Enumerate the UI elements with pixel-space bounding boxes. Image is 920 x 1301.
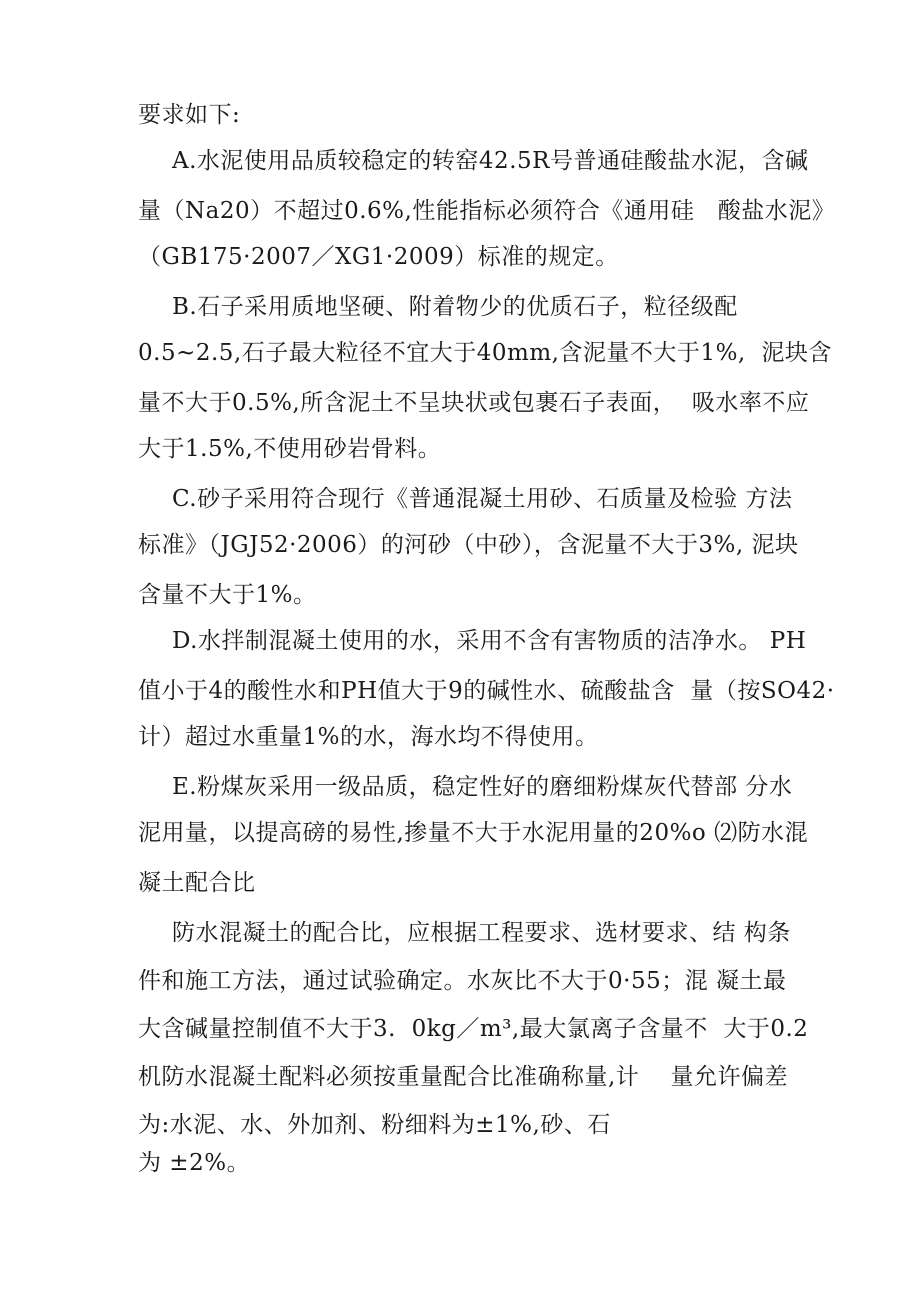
paragraph-a-line-1: A.水泥使用品质较稳定的转窑42.5R号普通硅酸盐水泥，含碱	[172, 148, 809, 174]
paragraph-a-line-3: （GB175·2007／XG1·2009）标准的规定。	[138, 244, 619, 270]
paragraph-b-line-1: B.石子采用质地坚硬、附着物少的优质石子，粒径级配	[172, 294, 738, 320]
mix-ratio-line-5: 为:水泥、水、外加剂、粉细料为±1%,砂、石	[138, 1112, 611, 1138]
paragraph-b-line-4: 大于1.5%,不使用砂岩骨料。	[138, 436, 442, 462]
paragraph-a-line-2: 量（Na20）不超过0.6%,性能指标必须符合《通用硅 酸盐水泥》	[138, 198, 836, 224]
mix-ratio-line-4: 机防水混凝土配料必须按重量配合比准确称量,计 量允许偏差	[138, 1064, 789, 1090]
mix-ratio-line-6: 为 ±2%。	[138, 1150, 251, 1176]
text-line-1: 要求如下:	[138, 102, 241, 128]
paragraph-e-line-2: 泥用量，以提高磅的易性,掺量不大于水泥用量的20%o ⑵防水混	[138, 820, 809, 846]
mix-ratio-line-2: 件和施工方法，通过试验确定。水灰比不大于0·55；混 凝土最	[138, 968, 787, 994]
mix-ratio-line-1: 防水混凝土的配合比，应根据工程要求、选材要求、结 构条	[172, 920, 791, 946]
paragraph-c-line-1: C.砂子采用符合现行《普通混凝土用砂、石质量及检验 方法	[172, 486, 793, 512]
paragraph-e-line-1: E.粉煤灰采用一级品质，稳定性好的磨细粉煤灰代替部 分水	[172, 774, 793, 800]
paragraph-b-line-2: 0.5~2.5,石子最大粒径不宜大于40mm,含泥量不大于1%, 泥块含	[138, 340, 832, 366]
mix-ratio-line-3: 大含碱量控制值不大于3. 0kg／m³,最大氯离子含量不 大于0.2	[138, 1016, 809, 1042]
paragraph-d-line-2: 值小于4的酸性水和PH值大于9的碱性水、硫酸盐含 量（按SO42·	[138, 678, 835, 704]
paragraph-b-line-3: 量不大于0.5%,所含泥土不呈块状或包裹石子表面， 吸水率不应	[138, 390, 810, 416]
paragraph-d-line-3: 计）超过水重量1%的水，海水均不得使用。	[138, 724, 599, 750]
paragraph-d-line-1: D.水拌制混凝土使用的水，采用不含有害物质的洁净水。 PH	[172, 628, 807, 654]
paragraph-c-line-2: 标准》（JGJ52·2006）的河砂（中砂），含泥量不大于3%, 泥块	[138, 532, 799, 558]
paragraph-c-line-3: 含量不大于1%。	[138, 582, 317, 608]
paragraph-e-line-3: 凝土配合比	[138, 870, 256, 896]
